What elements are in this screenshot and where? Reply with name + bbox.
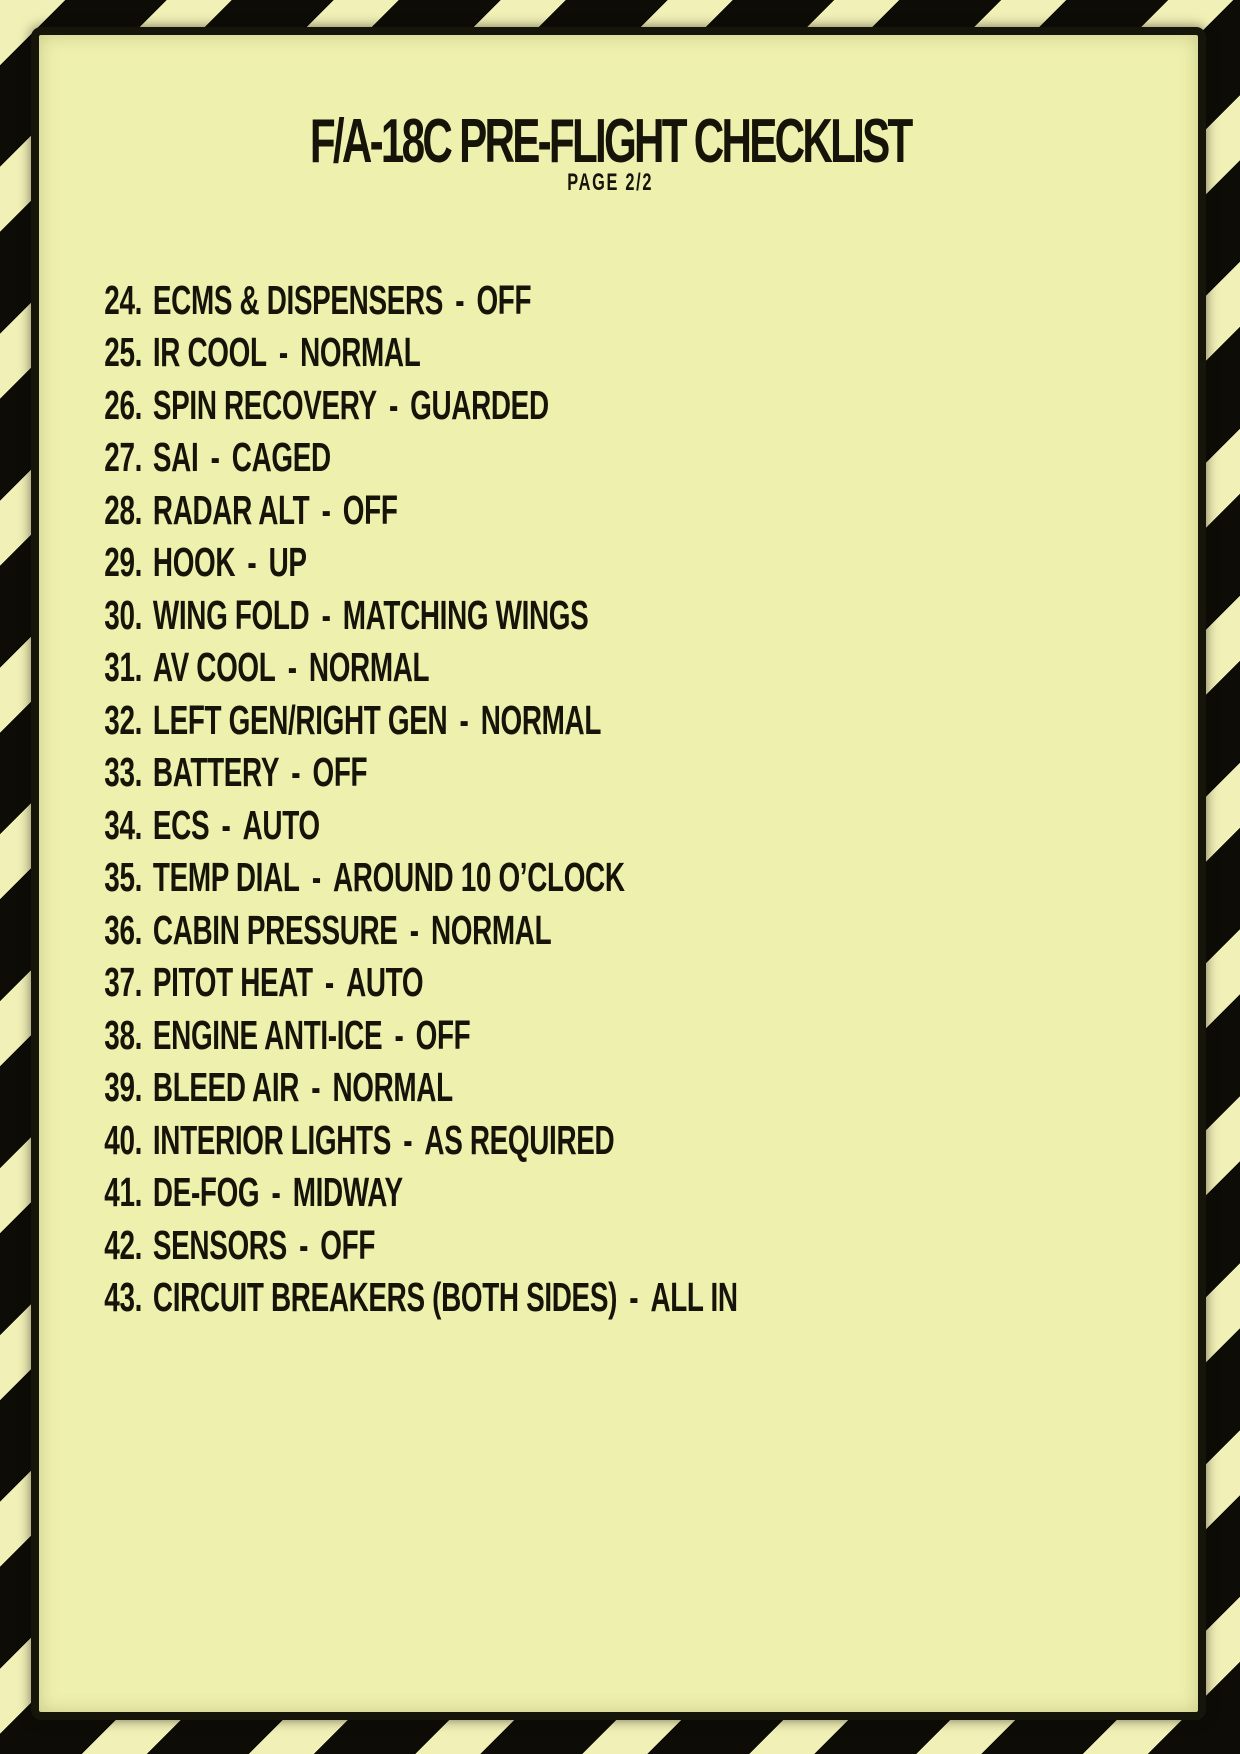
item-value: NORMAL xyxy=(430,906,552,953)
checklist-item xyxy=(104,379,1197,432)
checklist-item xyxy=(104,1167,1197,1220)
item-label: IR COOL xyxy=(152,329,267,376)
item-label: AV COOL xyxy=(152,644,276,691)
item-value: NORMAL xyxy=(480,696,602,743)
item-value: OFF xyxy=(415,1011,471,1058)
checklist-item xyxy=(104,1062,1197,1115)
item-separator: - xyxy=(210,434,220,481)
item-number: 26. xyxy=(104,381,143,428)
item-separator: - xyxy=(324,959,334,1006)
checklist-item xyxy=(104,484,1197,537)
item-separator: - xyxy=(321,486,331,533)
item-separator: - xyxy=(409,906,419,953)
item-value: AROUND 10 O’CLOCK xyxy=(333,854,625,901)
item-number: 31. xyxy=(104,644,143,691)
item-label: CABIN PRESSURE xyxy=(152,906,398,953)
item-value: NORMAL xyxy=(332,1064,453,1111)
checklist-item xyxy=(104,694,1197,747)
checklist-item xyxy=(104,1219,1197,1272)
item-label: DE-FOG xyxy=(152,1169,260,1216)
item-separator: - xyxy=(459,696,469,743)
item-separator: - xyxy=(321,591,331,638)
item-value: MIDWAY xyxy=(292,1169,403,1216)
checklist-item xyxy=(104,274,1197,327)
item-separator: - xyxy=(299,1221,309,1268)
item-label: HOOK xyxy=(152,539,236,586)
item-separator: - xyxy=(311,1064,321,1111)
item-label: ENGINE ANTI-ICE xyxy=(152,1011,383,1058)
item-number: 42. xyxy=(104,1221,143,1268)
item-label: CIRCUIT BREAKERS (BOTH SIDES) xyxy=(152,1274,618,1321)
item-value: OFF xyxy=(320,1221,376,1268)
item-number: 34. xyxy=(104,801,143,848)
checklist-item xyxy=(104,1272,1197,1325)
checklist-item xyxy=(104,642,1197,695)
item-label: WING FOLD xyxy=(152,591,310,638)
checklist-item xyxy=(104,1114,1197,1167)
item-label: TEMP DIAL xyxy=(152,854,300,901)
item-value: NORMAL xyxy=(300,329,421,376)
checklist-item xyxy=(104,799,1197,852)
item-label: ECMS & DISPENSERS xyxy=(152,276,444,323)
item-number: 25. xyxy=(104,329,143,376)
item-label: INTERIOR LIGHTS xyxy=(152,1116,391,1163)
item-number: 37. xyxy=(104,959,143,1006)
item-number: 38. xyxy=(104,1011,143,1058)
sheet-content xyxy=(39,35,1198,1324)
checklist-item xyxy=(104,747,1197,800)
item-separator: - xyxy=(455,276,465,323)
item-number: 32. xyxy=(104,696,143,743)
item-separator: - xyxy=(287,644,297,691)
checklist xyxy=(39,274,1198,1324)
item-label: BLEED AIR xyxy=(152,1064,300,1111)
item-value: OFF xyxy=(476,276,532,323)
checklist-item xyxy=(104,327,1197,380)
item-number: 41. xyxy=(104,1169,143,1216)
item-value: UP xyxy=(268,539,307,586)
item-value: GUARDED xyxy=(410,381,549,428)
page-number: PAGE 2/2 xyxy=(567,169,654,196)
item-value: MATCHING WINGS xyxy=(342,591,589,638)
item-number: 28. xyxy=(104,486,143,533)
item-number: 43. xyxy=(104,1274,143,1321)
item-value: OFF xyxy=(312,749,368,796)
item-number: 24. xyxy=(104,276,143,323)
checklist-item xyxy=(104,852,1197,905)
item-value: ALL IN xyxy=(650,1274,738,1321)
item-number: 39. xyxy=(104,1064,143,1111)
item-separator: - xyxy=(388,381,398,428)
checklist-item xyxy=(104,904,1197,957)
item-label: BATTERY xyxy=(152,749,280,796)
item-separator: - xyxy=(271,1169,281,1216)
item-number: 30. xyxy=(104,591,143,638)
item-label: SENSORS xyxy=(152,1221,287,1268)
item-label: RADAR ALT xyxy=(152,486,310,533)
item-number: 27. xyxy=(104,434,143,481)
checklist-item xyxy=(104,537,1197,590)
item-label: SAI xyxy=(152,434,199,481)
item-separator: - xyxy=(247,539,257,586)
item-value: OFF xyxy=(342,486,398,533)
checklist-sheet xyxy=(31,27,1206,1720)
item-separator: - xyxy=(278,329,288,376)
page-title: F/A-18C PRE-FLIGHT CHECKLIST xyxy=(309,107,911,176)
item-label: ECS xyxy=(152,801,210,848)
checklist-item xyxy=(104,957,1197,1010)
item-number: 29. xyxy=(104,539,143,586)
item-value: NORMAL xyxy=(308,644,430,691)
item-value: AUTO xyxy=(242,801,320,848)
item-value: AS REQUIRED xyxy=(424,1116,615,1163)
item-separator: - xyxy=(629,1274,639,1321)
item-separator: - xyxy=(403,1116,413,1163)
item-value: CAGED xyxy=(231,434,331,481)
checklist-item xyxy=(104,589,1197,642)
checklist-item xyxy=(104,1009,1197,1062)
item-number: 40. xyxy=(104,1116,143,1163)
item-separator: - xyxy=(291,749,301,796)
item-value: AUTO xyxy=(346,959,424,1006)
item-label: PITOT HEAT xyxy=(152,959,313,1006)
item-label: SPIN RECOVERY xyxy=(152,381,377,428)
item-number: 36. xyxy=(104,906,143,953)
checklist-item xyxy=(104,432,1197,485)
item-number: 33. xyxy=(104,749,143,796)
item-number: 35. xyxy=(104,854,143,901)
item-separator: - xyxy=(311,854,321,901)
item-separator: - xyxy=(221,801,231,848)
item-separator: - xyxy=(394,1011,404,1058)
item-label: LEFT GEN/RIGHT GEN xyxy=(152,696,448,743)
